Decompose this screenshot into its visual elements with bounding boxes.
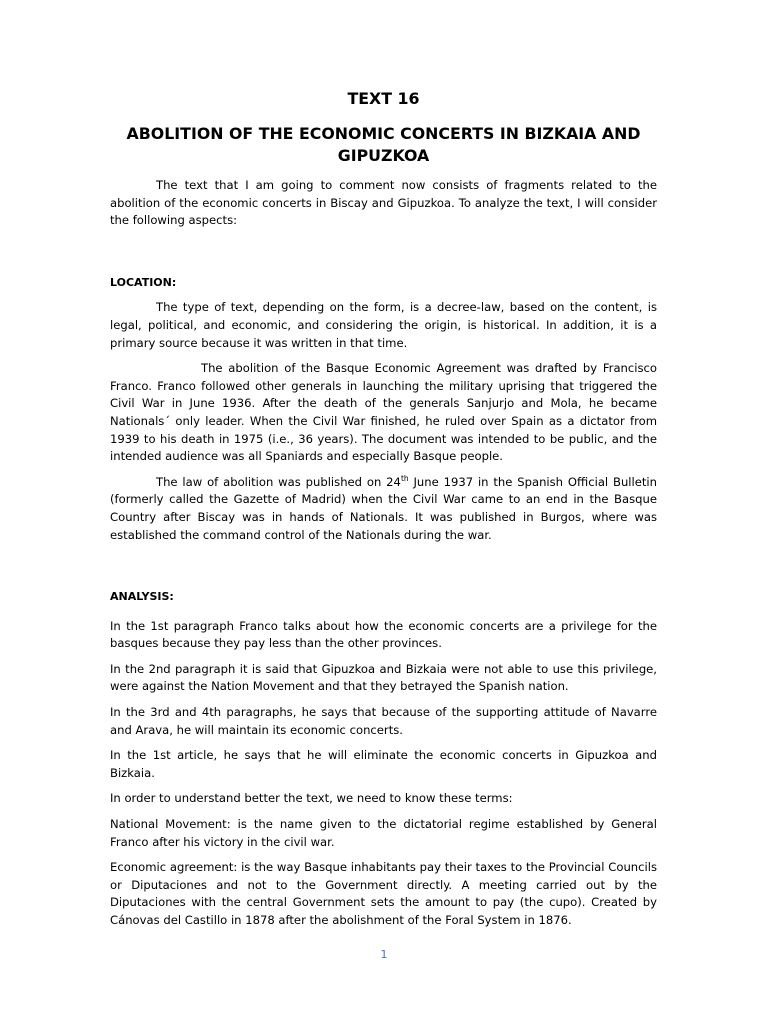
ordinal-suffix: th <box>400 473 409 483</box>
location-paragraph-2: The abolition of the Basque Economic Agreement was drafted by Francisco Franco. Franco followed other generals in launching the military uprising that triggered the Civil War in June 1936. After the death of the generals Sanjurjo and Mola, he became Nationals´ only leader. When the Civil War finished, he ruled over Spain as a dictator from 1939 to his death in 1975 (i.e., 36 years). The document was intended to be public, and the intended audience was all Spaniards and especially Basque people. <box>110 361 657 464</box>
location-heading: LOCATION: <box>110 275 177 289</box>
location-paragraph-1: The type of text, depending on the form, is a decree-law, based on the content, is legal, political, and economic, and considering the origin, is historical. In addition, it is a primary source because it was written in that time. <box>110 300 657 350</box>
analysis-paragraph-1: In the 1st paragraph Franco talks about how the economic concerts are a privilege for the basques because they pay less than the other provinces. <box>110 618 657 651</box>
title-number: TEXT 16 <box>347 89 420 108</box>
analysis-paragraph-7: Economic agreement: is the way Basque inhabitants pay their taxes to the Provincial Councils or Diputaciones and not to the Government directly. A meeting carried out by the Diputaciones with the central Government sets the amount to pay (the cupo). Created by Cánovas del Castillo in 1878 after the abolishment of the Foral System in 1876. <box>110 860 657 927</box>
document-body <box>110 88 657 938</box>
page-number: 1 <box>380 948 388 961</box>
analysis-paragraph-2: In the 2nd paragraph it is said that Gipuzkoa and Bizkaia were not able to use this privilege, were against the Nation Movement and that they betrayed the Spanish nation. <box>110 661 657 694</box>
document-title: ABOLITION OF THE ECONOMIC CONCERTS IN BIZKAIA AND GIPUZKOA <box>126 124 641 165</box>
analysis-paragraph-4: In the 1st article, he says that he will eliminate the economic concerts in Gipuzkoa and Bizkaia. <box>110 748 657 780</box>
location-paragraph-3 <box>110 474 657 544</box>
analysis-paragraph-3: In the 3rd and 4th paragraphs, he says that because of the supporting attitude of Navarre and Arava, he will maintain its economic concerts. <box>110 705 657 737</box>
intro-paragraph: The text that I am going to comment now consists of fragments related to the abolition of the economic concerts in Biscay and Gipuzkoa. To analyze the text, I will consider the following aspects: <box>110 178 657 228</box>
analysis-heading: ANALYSIS: <box>110 590 174 604</box>
analysis-paragraph-6: National Movement: is the name given to the dictatorial regime established by General Franco after his victory in the civil war. <box>110 817 657 849</box>
location-paragraph-3-end: June 1937 in the Spanish Official Bulletin (formerly called the Gazette of Madrid) when the Civil War came to an end in the Basque Country after Biscay was in hands of Nationals. It was published in Burgos, where was established the command control of the Nationals during the war. <box>110 474 657 542</box>
location-paragraph-3-start: The law of abolition was published on 24 <box>156 474 401 489</box>
analysis-paragraph-5: In order to understand better the text, we need to know these terms: <box>110 791 513 806</box>
